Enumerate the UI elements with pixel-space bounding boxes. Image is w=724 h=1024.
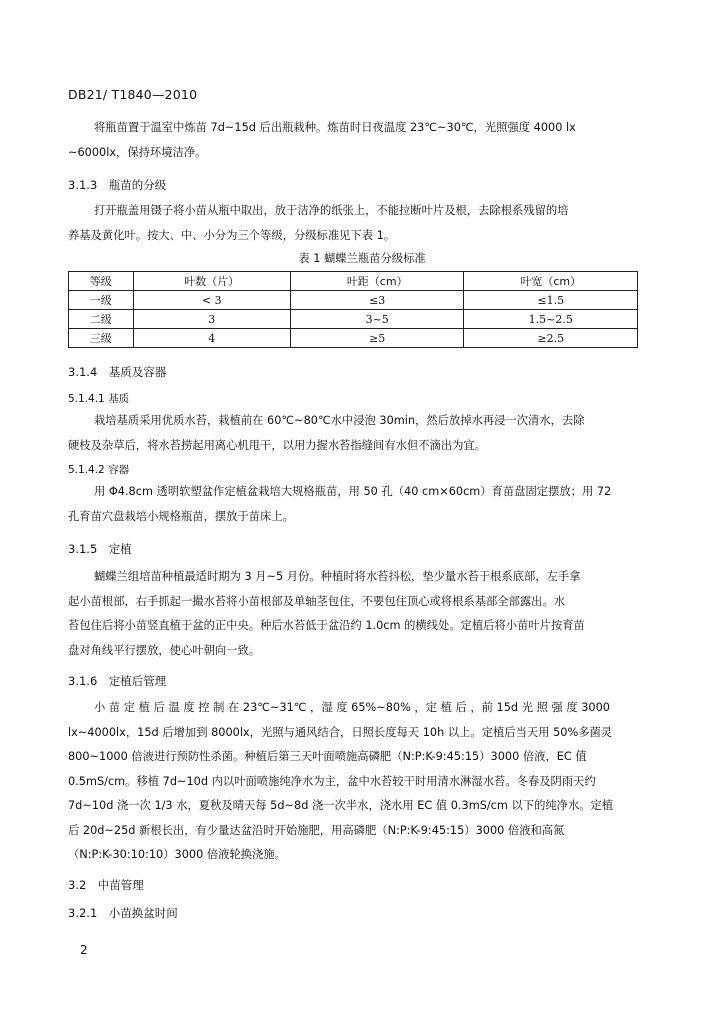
- section-heading-3-2-1: 3.2.1 小苗换盆时间: [68, 906, 178, 920]
- intro-line: ~6000lx，保持环境洁净。: [68, 145, 207, 159]
- table-cell: < 3: [133, 291, 290, 310]
- table-row: [69, 291, 638, 310]
- subsection-heading-5-1-4-2: 5.1.4.2 容器: [68, 464, 130, 476]
- paragraph-line: 800~1000 倍液进行预防性杀菌。种植后第三天叶面喷施高磷肥（N:P:K-9:45:15）3000 倍液，EC 值: [68, 750, 587, 763]
- table-cell: ≤1.5: [464, 291, 638, 310]
- paragraph-line: 孔育苗穴盘栽培小规格瓶苗，摆放于苗床上。: [68, 509, 294, 523]
- table-cell: ≥5: [290, 329, 464, 348]
- paragraph-line: 打开瓶盖用镊子将小苗从瓶中取出，放于洁净的纸张上，不能拉断叶片及根，去除根系残留的培: [94, 204, 569, 217]
- table-cell: ≤3: [290, 291, 464, 310]
- table-cell: 一级: [69, 291, 134, 310]
- paragraph-line: 栽培基质采用优质水苔，栽植前在 60℃~80℃水中浸泡 30min，然后放掉水再浸一次清水，去除: [94, 414, 585, 427]
- table-cell: ≥2.5: [464, 329, 638, 348]
- table-header-cell: 等级: [69, 272, 134, 291]
- paragraph-line: 用 Φ4.8cm 透明软塑盆作定植盆栽培大规格瓶苗，用 50 孔（40 cm×60cm）育苗盘固定摆放；用 72: [94, 485, 612, 498]
- paragraph-line: 起小苗根部，右手抓起一撮水苔将小苗根部及单轴茎包住，不要包住顶心或将根系基部全部露出。水: [68, 594, 566, 608]
- section-3-1-3-paragraph: [68, 199, 638, 248]
- paragraph-line: lx~4000lx，15d 后增加到 8000lx，光照与通风结合，日照长度每天 10h 以上。定植后当天用 50%多菌灵: [68, 725, 613, 739]
- grading-table: [68, 271, 638, 348]
- section-heading-3-2: 3.2 中苗管理: [68, 878, 144, 892]
- table-header-row: [69, 272, 638, 291]
- section-3-1-5-paragraph: [68, 565, 638, 663]
- table-caption: 表 1 蝴蝶兰瓶苗分级标准: [298, 252, 426, 265]
- section-3-1-6-paragraph: [68, 696, 638, 868]
- paragraph-line: 养基及黄化叶。按大、中、小分为三个等级，分级标准见下表 1。: [68, 228, 396, 242]
- subsection-5-1-4-1-paragraph: [68, 409, 638, 458]
- paragraph-line: 硬枝及杂草后，将水苔捞起用离心机甩干，以用力握水苔指缝间有水但不滴出为宜。: [68, 438, 486, 452]
- paragraph-line: （N:P:K-30:10:10）3000 倍液轮换浇施。: [68, 848, 286, 861]
- standard-code-header: DB21/ T1840—2010: [68, 87, 198, 102]
- table-cell: 3~5: [290, 310, 464, 329]
- table-cell: 4: [133, 329, 290, 348]
- table-cell: 3: [133, 310, 290, 329]
- table-cell: 二级: [69, 310, 134, 329]
- paragraph-line: 盘对角线平行摆放，使心叶朝向一致。: [68, 643, 261, 657]
- intro-paragraph: [68, 116, 638, 165]
- paragraph-line: 0.5mS/cm。移植 7d~10d 内以叶面喷施纯净水为主，盆中水苔较干时用清水淋湿水苔。冬春及阴雨天约: [68, 774, 596, 788]
- intro-line: 将瓶苗置于温室中炼苗 7d~15d 后出瓶栽种。炼苗时日夜温度 23℃~30℃，光照强度 4000 lx: [94, 121, 576, 134]
- table-header-cell: 叶宽（cm）: [464, 272, 638, 291]
- section-heading-3-1-5: 3.1.5 定植: [68, 542, 132, 556]
- section-heading-3-1-4: 3.1.4 基质及容器: [68, 365, 167, 379]
- page-number: 2: [80, 943, 88, 957]
- paragraph-line: 7d~10d 浇一次 1/3 水，夏秋及晴天每 5d~8d 浇一次半水，浇水用 EC 值 0.3mS/cm 以下的纯净水。定植: [68, 799, 614, 812]
- subsection-heading-5-1-4-1: 5.1.4.1 基质: [68, 393, 130, 405]
- subsection-5-1-4-2-paragraph: [68, 480, 638, 529]
- table-cell: 三级: [69, 329, 134, 348]
- section-heading-3-1-6: 3.1.6 定植后管理: [68, 674, 167, 688]
- table-row: [69, 310, 638, 329]
- table-header-cell: 叶数（片）: [133, 272, 290, 291]
- table-cell: 1.5~2.5: [464, 310, 638, 329]
- table-header-cell: 叶距（cm）: [290, 272, 464, 291]
- paragraph-line: 苔包住后将小苗竖直植于盆的正中央。种后水苔低于盆沿约 1.0cm 的横线处。定植后将小苗叶片按育苗: [68, 619, 585, 632]
- paragraph-line: 后 20d~25d 新根长出，有少量达盆沿时开始施肥，用高磷肥（N:P:K-9:45:15）3000 倍液和高氮: [68, 823, 565, 837]
- section-heading-3-1-3: 3.1.3 瓶苗的分级: [68, 178, 167, 192]
- paragraph-line: 小 苗 定 植 后 温 度 控 制 在 23℃~31℃ ，湿 度 65%~80% ，定 植 后 ，前 15d 光 照 强 度 3000: [94, 701, 610, 714]
- paragraph-line: 蝴蝶兰组培苗种植最适时期为 3 月~5 月份。种植时将水苔抖松，垫少量水苔于根系底部，左手拿: [94, 570, 581, 583]
- table-row: [69, 329, 638, 348]
